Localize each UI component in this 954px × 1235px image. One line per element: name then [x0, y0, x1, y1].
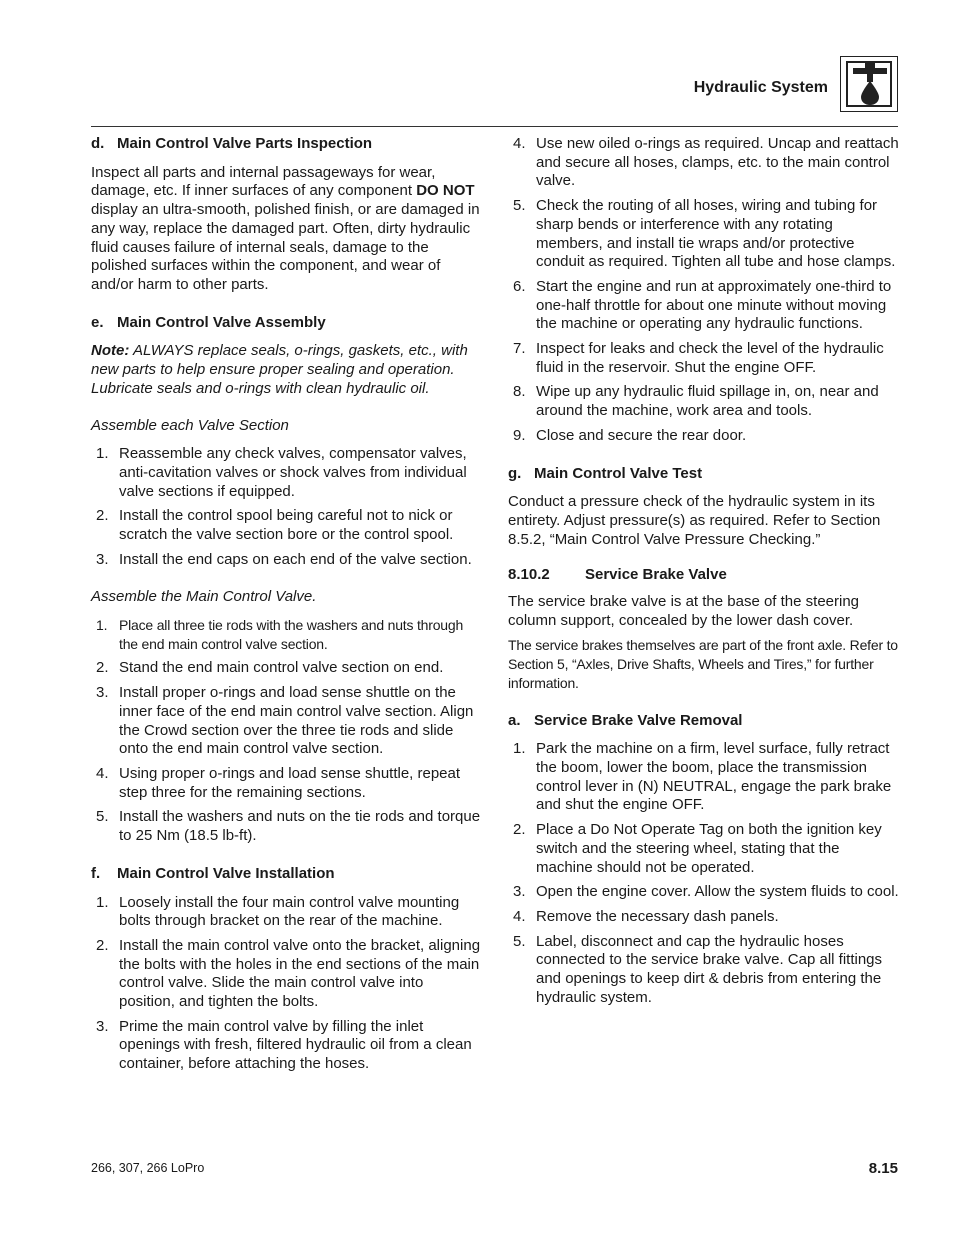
- list-item: 1. Park the machine on a firm, level surface, fully retract the boom, lower the boom, place the transmission control lever in (N) NEUTRAL, engage the park brake and shut the engine OFF.: [513, 740, 892, 814]
- heading-a: a. Service Brake Valve Removal: [508, 711, 743, 729]
- list-item: 2. Install the main control valve onto the bracket, aligning the bolts with the holes in the end sections of the main control valve. Slide the main control valve into position, and tighten the bolts.: [96, 936, 481, 1011]
- list-item: 3. Open the engine cover. Allow the system fluids to cool.: [513, 883, 899, 901]
- hydraulic-drop-icon: [840, 56, 898, 112]
- right-column: [508, 135, 900, 1007]
- list-item: 5. Check the routing of all hoses, wiring and tubing for sharp bends or interference with any rotating members, and install tie wraps and/or protective conduit as required. Tighten all tube and hose clamps.: [513, 197, 896, 271]
- subheading-valve-section: Assemble each Valve Section: [91, 417, 289, 435]
- list-item: 9. Close and secure the rear door.: [513, 426, 747, 444]
- list-item: 2. Place a Do Not Operate Tag on both the ignition key switch and the steering wheel, stating that the machine should not be operated.: [513, 821, 882, 876]
- paragraph-brake-1: The service brake valve is at the base of the steering column support, concealed by the lower dash cover.: [508, 593, 860, 629]
- footer-models: 266, 307, 266 LoPro: [91, 1161, 205, 1175]
- list-item: 5. Install the washers and nuts on the tie rods and torque to 25 Nm (18.5 lb-ft).: [96, 808, 481, 845]
- heading-g: g. Main Control Valve Test: [508, 464, 703, 482]
- note: Note: ALWAYS replace seals, o-rings, gaskets, etc., with new parts to help ensure proper sealing and operation. Lubricate seals and o-rings with clean hydraulic oil.: [91, 342, 468, 397]
- list-item: 3. Prime the main control valve by filling the inlet openings with fresh, filtered hydraulic oil from a clean container, before attaching the hoses.: [96, 1017, 472, 1073]
- list-item: 4. Using proper o-rings and load sense shuttle, repeat step three for the remaining sections.: [96, 764, 461, 801]
- list-item: 4. Remove the necessary dash panels.: [513, 907, 779, 925]
- left-column: [91, 135, 483, 1074]
- heading-d: d. Main Control Valve Parts Inspection: [91, 135, 373, 152]
- hydraulic-drop-icon-graphic: [841, 57, 899, 113]
- list-item: 2. Install the control spool being careful not to nick or scratch the valve section bore or the control spool.: [96, 507, 454, 543]
- list-item: 1. Reassemble any check valves, compensator valves, anti-cavitation valves or shock valves from individual valve sections if equipped.: [96, 445, 467, 500]
- list-removal: [508, 740, 900, 1007]
- list-item: 1. Loosely install the four main control valve mounting bolts through bracket on the rear of the machine.: [96, 893, 460, 930]
- list-item: 1. Place all three tie rods with the washers and nuts through the end main control valve section.: [96, 617, 464, 652]
- section-heading: 8.10.2 Service Brake Valve: [508, 566, 727, 584]
- list-item: 7. Inspect for leaks and check the level of the hydraulic fluid in the reservoir. Shut the engine OFF.: [513, 340, 884, 376]
- list-installation-continued: [508, 135, 900, 446]
- heading-f: f. Main Control Valve Installation: [91, 864, 335, 882]
- list-item: 3. Install proper o-rings and load sense shuttle on the inner face of the end main control valve section. Align the Crowd section over the three tie rods and slide onto the end main control valve section.: [96, 684, 474, 758]
- paragraph-brake-2: The service brakes themselves are part of the front axle. Refer to Section 5, “Axles, Drive Shafts, Wheels and Tires,” for further information.: [508, 637, 898, 691]
- list-item: 3. Install the end caps on each end of the valve section.: [96, 550, 472, 568]
- section-title: Hydraulic System: [693, 79, 828, 96]
- paragraph-d: Inspect all parts and internal passageways for wear, damage, etc. If inner surfaces of any component DO NOT display an ultra-smooth, polished finish, or are damaged in any way, replace the damaged part. Often, dirty hydraulic fluid causes failure of internal seals, damage to the polished surfaces within the component, and wear of and/or harm to other parts.: [91, 163, 480, 293]
- header-rule: [91, 126, 898, 127]
- page-number: 8.15: [868, 1160, 898, 1177]
- heading-e: e. Main Control Valve Assembly: [91, 313, 326, 331]
- list-installation: [91, 894, 483, 1074]
- list-item: 5. Label, disconnect and cap the hydraulic hoses connected to the service brake valve. Cap all fittings and openings to keep dirt & debris from entering the hydraulic system.: [513, 932, 883, 1006]
- list-item: 8. Wipe up any hydraulic fluid spillage in, on, near and around the machine, work area and tools.: [513, 383, 879, 420]
- paragraph-g: Conduct a pressure check of the hydraulic system in its entirety. Adjust pressure(s) as required. Refer to Section 8.5.2, “Main Control Valve Pressure Checking.”: [508, 493, 881, 548]
- list-main-valve: [91, 616, 483, 846]
- list-item: 4. Use new oiled o-rings as required. Uncap and reattach and secure all hoses, clamps, etc. to the main control valve.: [513, 135, 899, 190]
- list-item: 6. Start the engine and run at approximately one-third to one-half throttle for about one minute without moving the machine or operating any hydraulic functions.: [513, 277, 892, 333]
- list-item: 2. Stand the end main control valve section on end.: [96, 659, 444, 677]
- list-valve-section: [91, 445, 483, 569]
- subheading-main-valve: Assemble the Main Control Valve.: [91, 588, 317, 606]
